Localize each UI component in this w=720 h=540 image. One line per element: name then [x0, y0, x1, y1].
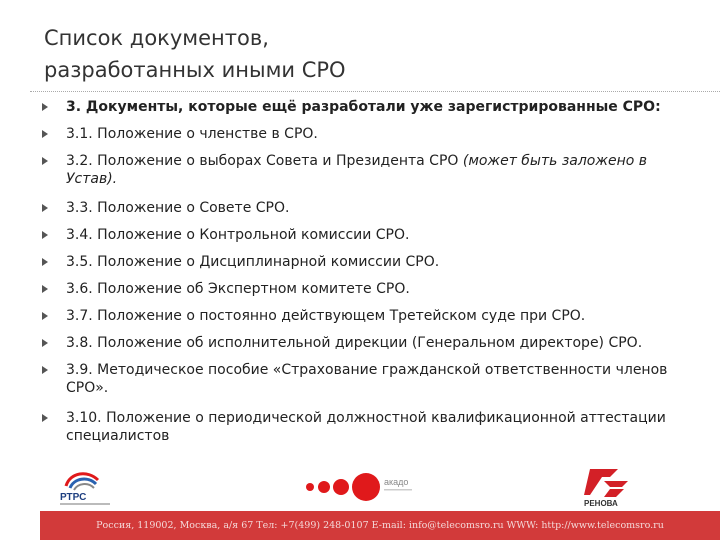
- title-divider: [30, 91, 720, 92]
- akado-logo-text: акадо: [384, 477, 409, 487]
- bullet-arrow-icon: [42, 157, 48, 165]
- list-item: 3.10. Положение о периодической должностной квалификационной аттестации специалистов: [42, 409, 682, 445]
- list-item: 3.9. Методическое пособие «Страхование гражданской ответственности членов СРО».: [42, 361, 682, 397]
- list-item: 3.2. Положение о выборах Совета и Президента СРО (может быть заложено в Устав).: [42, 152, 682, 188]
- list-item: 3.1. Положение о членстве в СРО.: [42, 125, 682, 143]
- list-item: 3.3. Положение о Совете СРО.: [42, 199, 682, 217]
- list-item: 3.7. Положение о постоянно действующем Третейском суде при СРО.: [42, 307, 682, 325]
- bullet-arrow-icon: [42, 204, 48, 212]
- rtrs-logo: [58, 466, 118, 508]
- bullet-arrow-icon: [42, 414, 48, 422]
- bullet-arrow-icon: [42, 366, 48, 374]
- list-item-note: (может быть заложено в Устав).: [66, 153, 648, 187]
- bullet-arrow-icon: [42, 231, 48, 239]
- renova-logo-text: РЕНОВА: [584, 499, 618, 508]
- bullet-arrow-icon: [42, 258, 48, 266]
- bullet-arrow-icon: [42, 339, 48, 347]
- bullet-arrow-icon: [42, 103, 48, 111]
- bullet-arrow-icon: [42, 312, 48, 320]
- list-item: 3. Документы, которые ещё разработали уже зарегистрированные СРО:: [42, 98, 682, 116]
- page-title: [44, 22, 346, 86]
- list-item: 3.6. Положение об Экспертном комитете СРО.: [42, 280, 682, 298]
- list-item: 3.8. Положение об исполнительной дирекции (Генеральном директоре) СРО.: [42, 334, 682, 352]
- logo-strip: [0, 463, 720, 511]
- title-line-1: Список документов,: [44, 26, 269, 50]
- bullet-arrow-icon: [42, 285, 48, 293]
- bullet-arrow-icon: [42, 130, 48, 138]
- akado-logo: [298, 467, 418, 507]
- renova-logo: [580, 465, 640, 509]
- list-item: 3.5. Положение о Дисциплинарной комиссии СРО.: [42, 253, 682, 271]
- list-item: 3.4. Положение о Контрольной комиссии СРО.: [42, 226, 682, 244]
- rtrs-logo-text: РТРС: [60, 492, 87, 503]
- footer-contacts: Россия, 119002, Москва, а/я 67 Тел: +7(499) 248-0107 E-mail: info@telecomsro.ru WWW: http://www.telecomsro.ru: [40, 511, 720, 540]
- document-list: [42, 98, 682, 445]
- title-line-2: разработанных иными СРО: [44, 58, 346, 82]
